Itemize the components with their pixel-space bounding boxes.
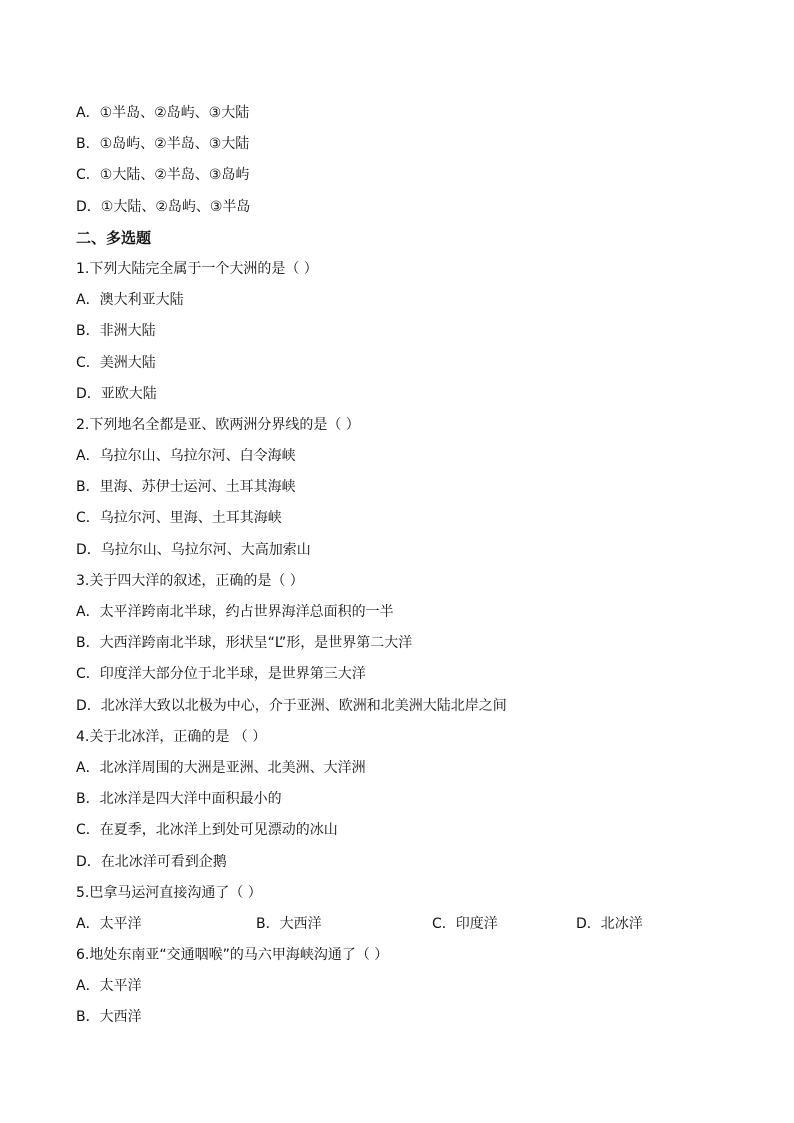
question-3-option-d: D．北冰洋大致以北极为中心，介于亚洲、欧洲和北美洲大陆北岸之间 bbox=[76, 697, 507, 714]
question-2-option-d: D．乌拉尔山、乌拉尔河、大高加索山 bbox=[76, 541, 311, 558]
question-1-stem: 1.下列大陆完全属于一个大洲的是（ ） bbox=[76, 260, 318, 277]
question-5-option-b: B．大西洋 bbox=[256, 915, 322, 932]
question-4-option-c: C．在夏季，北冰洋上到处可见漂动的冰山 bbox=[76, 822, 338, 839]
question-3-option-b: B．大西洋跨南北半球，形状呈“L”形，是世界第二大洋 bbox=[76, 635, 413, 652]
question-2-option-b: B．里海、苏伊士运河、土耳其海峡 bbox=[76, 479, 296, 496]
question-1-option-c: C．美洲大陆 bbox=[76, 354, 156, 371]
question-4-option-d: D．在北冰洋可看到企鹅 bbox=[76, 853, 227, 870]
question-3-option-a: A．太平洋跨南北半球，约占世界海洋总面积的一半 bbox=[76, 604, 394, 620]
question-3-option-c: C．印度洋大部分位于北半球，是世界第三大洋 bbox=[76, 666, 366, 683]
question-4-stem: 4.关于北冰洋，正确的是 （ ） bbox=[76, 728, 267, 745]
question-1-option-d: D．亚欧大陆 bbox=[76, 385, 157, 402]
question-5-option-a: A．太平洋 bbox=[76, 915, 142, 932]
option-a: A．①半岛、②岛屿、③大陆 bbox=[76, 105, 250, 121]
question-5-stem: 5.巴拿马运河直接沟通了（ ） bbox=[76, 884, 262, 901]
question-6-option-a: A．太平洋 bbox=[76, 978, 142, 995]
question-6-stem: 6.地处东南亚“交通咽喉”的马六甲海峡沟通了（ ） bbox=[76, 947, 389, 964]
option-c: C．①大陆、②半岛、③岛屿 bbox=[76, 167, 250, 184]
option-b: B．①岛屿、②半岛、③大陆 bbox=[76, 136, 250, 153]
question-2-option-a: A．乌拉尔山、乌拉尔河、白令海峡 bbox=[76, 448, 296, 465]
question-2-stem: 2.下列地名全都是亚、欧两洲分界线的是（ ） bbox=[76, 416, 360, 433]
section-title: 二、多选题 bbox=[76, 228, 152, 247]
option-d: D．①大陆、②岛屿、③半岛 bbox=[76, 198, 251, 215]
question-4-option-a: A．北冰洋周围的大洲是亚洲、北美洲、大洋洲 bbox=[76, 759, 366, 776]
question-5-options-row bbox=[76, 909, 756, 940]
question-1-option-a: A．澳大利亚大陆 bbox=[76, 292, 184, 309]
question-3-stem: 3.关于四大洋的叙述，正确的是（ ） bbox=[76, 572, 304, 589]
question-2-option-c: C．乌拉尔河、里海、土耳其海峡 bbox=[76, 510, 282, 527]
question-5-option-c: C．印度洋 bbox=[432, 915, 498, 932]
question-5-option-d: D．北冰洋 bbox=[576, 915, 643, 932]
document-page bbox=[76, 98, 756, 1034]
question-1-option-b: B．非洲大陆 bbox=[76, 323, 156, 340]
question-4-option-b: B．北冰洋是四大洋中面积最小的 bbox=[76, 791, 282, 808]
question-6-option-b: B．大西洋 bbox=[76, 1009, 142, 1026]
